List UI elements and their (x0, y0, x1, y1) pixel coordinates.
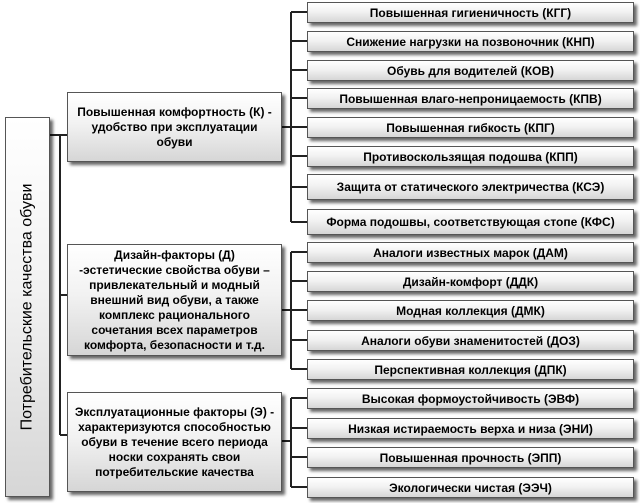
item-ddk (307, 271, 634, 292)
item-epp (307, 447, 634, 468)
item-label: Аналоги обуви знаменитостей (ДОЗ) (361, 333, 580, 348)
item-label: Повышенная гигиеничность (КГГ) (369, 5, 572, 20)
item-label: Дизайн-комфорт (ДДК) (402, 274, 539, 289)
item-dpk (307, 359, 634, 380)
category-comfort-label: Повышенная комфортность (К) - удобство при эксплуатации обуви (77, 104, 272, 149)
item-eni (307, 418, 634, 439)
category-design-label: Дизайн-факторы (Д) -эстетические свойства обуви –привлекательный и модный внешний вид обуви, а также комплекс рационального сочетания всех параметров комфорта, безопасности и т.д. (79, 247, 270, 352)
item-eech (307, 477, 634, 498)
item-label: Обувь для водителей (КОВ) (386, 63, 555, 78)
category-design (67, 244, 282, 356)
item-dam (307, 242, 634, 263)
item-kse (307, 174, 634, 200)
item-kpg (307, 117, 634, 138)
category-comfort (67, 92, 282, 162)
item-kpv (307, 88, 634, 109)
item-evf (307, 388, 634, 409)
item-label: Повышенная влаго-непроницаемость (КПВ) (339, 91, 602, 106)
category-operational-label: Эксплуатационные факторы (Э) - характеризуются способностью обуви в течение всего периода носки сохранять свои потребительские качества (74, 404, 275, 479)
category-operational (67, 392, 282, 492)
item-dmk (307, 300, 634, 321)
item-label: Форма подошвы, соответствующая стопе (КФС) (326, 215, 615, 229)
item-label: Перспективная коллекция (ДПК) (374, 362, 567, 377)
item-label: Экологически чистая (ЭЭЧ) (389, 480, 552, 495)
item-label: Модная коллекция (ДМК) (396, 303, 545, 318)
item-label: Повышенная прочность (ЭПП) (379, 450, 562, 465)
item-label: Высокая формоустойчивость (ЭВФ) (361, 391, 580, 406)
root-label: Потребительские качества обуви (18, 183, 36, 431)
item-label: Повышенная гибкость (КПГ) (386, 120, 555, 135)
item-kpp (307, 146, 634, 167)
item-label: Снижение нагрузки на позвоночник (КНП) (346, 34, 595, 49)
item-label: Аналоги известных марок (ДАМ) (373, 245, 568, 260)
item-kov (307, 60, 634, 81)
item-label: Противоскользящая подошва (КПП) (363, 149, 578, 164)
item-kfs (307, 209, 634, 235)
item-knp (307, 31, 634, 52)
item-kgg (307, 2, 634, 23)
item-label: Защита от статического электричества (КСЭ) (336, 180, 605, 194)
root-box (5, 117, 50, 497)
item-label: Низкая истираемость верха и низа (ЭНИ) (348, 421, 593, 436)
item-doz (307, 330, 634, 351)
